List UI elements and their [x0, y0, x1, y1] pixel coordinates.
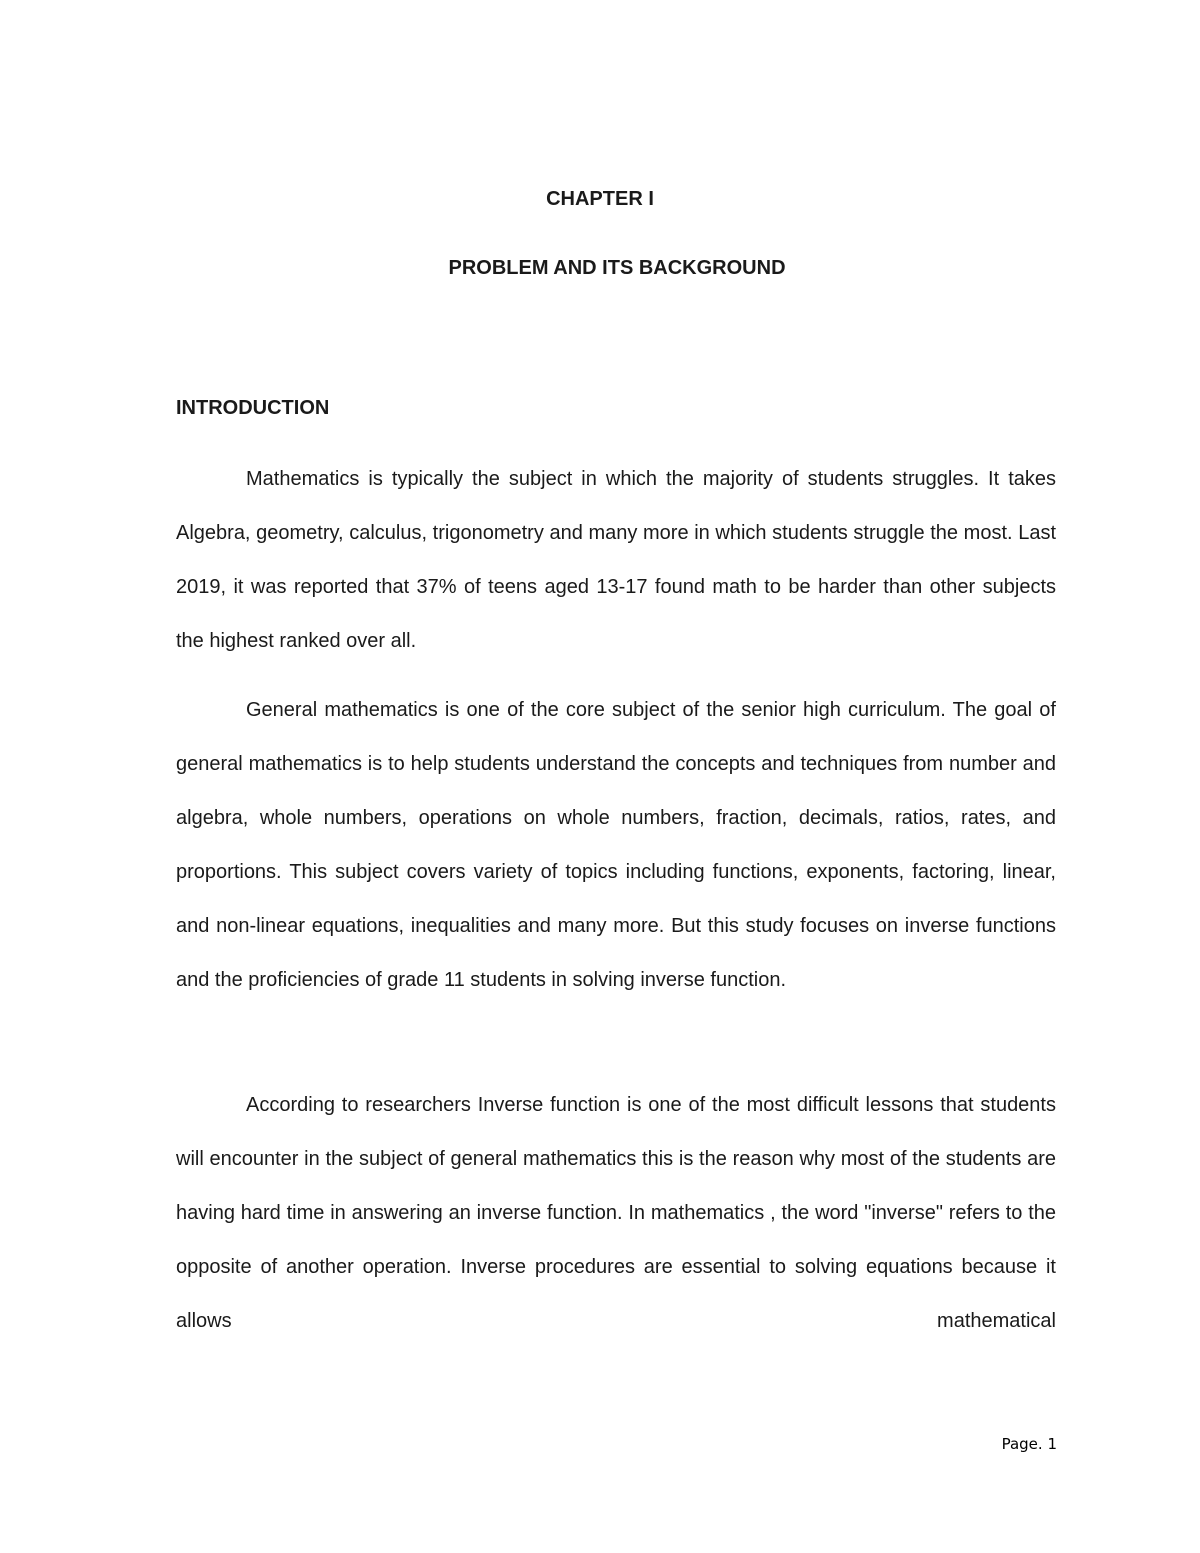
paragraph-2: General mathematics is one of the core subject of the senior high curriculum. The goal of general mathematics is to help students understand the concepts and techniques from number and algebra, whole numbers, operations on whole numbers, fraction, decimals, ratios, rates, and proportions. This subject covers variety of topics including functions, exponents, factoring, linear, and non-linear equations, inequalities and many more. But this study focuses on inverse functions and the proficiencies of grade 11 students in solving inverse function.: [176, 699, 1056, 991]
page-number: Page. 1: [1001, 1435, 1057, 1453]
chapter-subtitle: PROBLEM AND ITS BACKGROUND: [448, 257, 786, 279]
chapter-title: CHAPTER I: [546, 188, 654, 210]
paragraph-1: Mathematics is typically the subject in which the majority of students struggles. It takes Algebra, geometry, calculus, trigonometry and many more in which students struggle the most. Last 2019, it was reported that 37% of teens aged 13-17 found math to be harder than other subjects the highest ranked over all.: [176, 468, 1056, 652]
section-heading-introduction: INTRODUCTION: [176, 397, 330, 419]
paragraph-3: According to researchers Inverse function is one of the most difficult lessons that students will encounter in the subject of general mathematics this is the reason why most of the students are having hard time in answering an inverse function. In mathematics , the word "inverse" refers to the opposite of another operation. Inverse procedures are essential to solving equations because it allows mathematical: [176, 1094, 1056, 1332]
